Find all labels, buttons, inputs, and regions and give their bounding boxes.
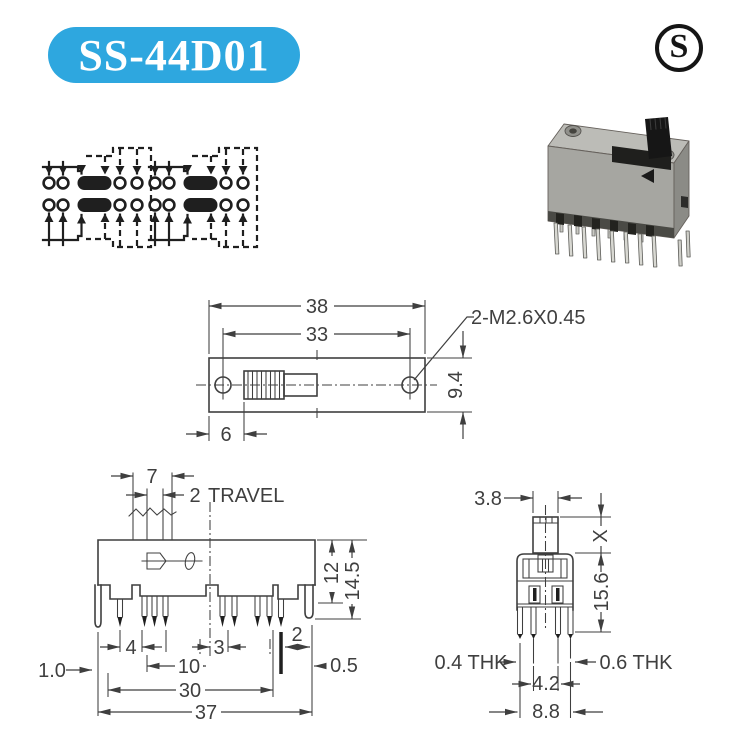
front-dim-body-height: 12 — [321, 561, 343, 585]
side-dim-pin-span: 4.2 — [532, 673, 560, 695]
brand-letter: S — [669, 28, 689, 65]
side-dim-overall-depth: 8.8 — [532, 701, 560, 723]
front-dim-end-gap: 2 — [291, 624, 303, 646]
terminal-pins — [118, 596, 284, 627]
front-dim-travel: 2 — [189, 485, 201, 507]
top-view-dim-overall: 38 — [305, 296, 329, 318]
product-photo — [548, 117, 690, 267]
front-dim-pin-pitch: 4 — [125, 637, 137, 659]
travel-label: TRAVEL — [208, 485, 285, 507]
front-dim-group-span: 10 — [177, 656, 201, 678]
model-number: SS-44D01 — [78, 30, 270, 80]
front-dim-pin-thickness: 0.5 — [330, 655, 358, 677]
top-view-dim-hole-pitch: 33 — [305, 324, 329, 346]
schematic-group-2 — [149, 148, 257, 247]
front-dim-center-gap: 3 — [213, 637, 225, 659]
front-dim-overall-width: 37 — [194, 702, 218, 724]
top-view-dim-height: 9.4 — [445, 371, 467, 399]
top-view-dim-knob-offset: 6 — [220, 424, 232, 446]
thread-spec-label: 2-M2.6X0.45 — [471, 307, 586, 329]
schematic-group — [43, 148, 151, 247]
mount-bracket-left — [95, 585, 101, 627]
side-dim-thk-right: 0.6 THK — [599, 652, 673, 674]
top-view-drawing — [186, 295, 586, 446]
front-dim-left-pin: 1.0 — [38, 660, 66, 682]
front-dim-knob-width: 7 — [146, 466, 158, 488]
front-view-drawing — [38, 466, 367, 724]
side-dim-knob-width: 3.8 — [474, 488, 502, 510]
side-dim-knob-height: X — [590, 529, 612, 543]
front-dim-mount-span: 30 — [178, 680, 202, 702]
mount-bracket-right — [305, 585, 313, 618]
side-dim-body-height: 15.6 — [591, 572, 613, 612]
side-view-drawing — [435, 488, 674, 723]
side-dim-thk-left: 0.4 THK — [434, 652, 508, 674]
slider-knob-photo — [645, 117, 672, 159]
front-dim-total-height: 14.5 — [342, 561, 364, 601]
